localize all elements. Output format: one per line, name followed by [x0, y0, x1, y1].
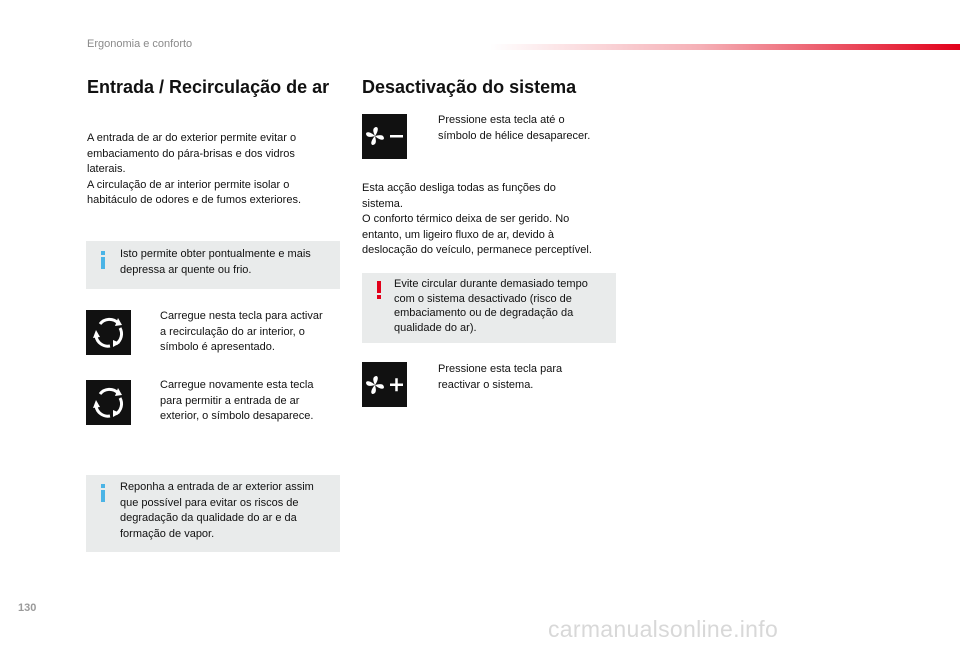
info-icon [99, 484, 109, 502]
recirculation-key-icon [86, 310, 131, 355]
deactivation-paragraph: Esta acção desliga todas as funções do sistema. O conforto térmico deixa de ser gerido. No entanto, um ligeiro fluxo de ar, devido à deslocação do veículo, permanece perceptível. [362, 182, 592, 256]
info-note-text: Isto permite obter pontualmente e mais depressa ar quente ou frio. [120, 248, 311, 276]
info-note-text-2: Reponha a entrada de ar exterior assim que possível para evitar os riscos de degradação da qualidade do ar e da formação de vapor. [120, 481, 314, 540]
recirculation-key-icon [86, 380, 131, 425]
heading-deactivation: Desactivação do sistema [362, 77, 577, 97]
info-note-box-2 [86, 475, 340, 552]
intro-paragraph: A entrada de ar do exterior permite evitar o embaciamento do pára-brisas e dos vidros laterais. A circulação de ar interior permite isolar o habitáculo de odores e de fumos exteriores. [87, 132, 302, 206]
heading-air-intake: Entrada / Recirculação de ar [87, 77, 330, 97]
warning-box [362, 273, 616, 343]
info-icon [99, 251, 109, 269]
step-air-intake: Carregue novamente esta tecla para permitir a entrada de ar exterior, o símbolo desaparece. [160, 379, 314, 422]
step-activate-recirculation: Carregue nesta tecla para activar a recirculação do ar interior, o símbolo é apresentado. [160, 310, 323, 353]
info-note-box [86, 241, 340, 289]
section-title: Ergonomia e conforto [87, 38, 193, 50]
warning-icon [376, 281, 384, 299]
fan-plus-key-icon [362, 362, 407, 407]
step-deactivate: Pressione esta tecla até o símbolo de hélice desaparecer. [438, 114, 591, 142]
fan-minus-key-icon [362, 114, 407, 159]
warning-text: Evite circular durante demasiado tempo com o sistema desactivado (risco de embaciamento ou de degradação da qualidade do ar). [394, 278, 588, 334]
header-accent-bar [490, 44, 960, 50]
watermark: carmanualsonline.info [548, 616, 779, 642]
step-reactivate: Pressione esta tecla para reactivar o sistema. [438, 363, 563, 391]
page-number: 130 [18, 602, 37, 614]
